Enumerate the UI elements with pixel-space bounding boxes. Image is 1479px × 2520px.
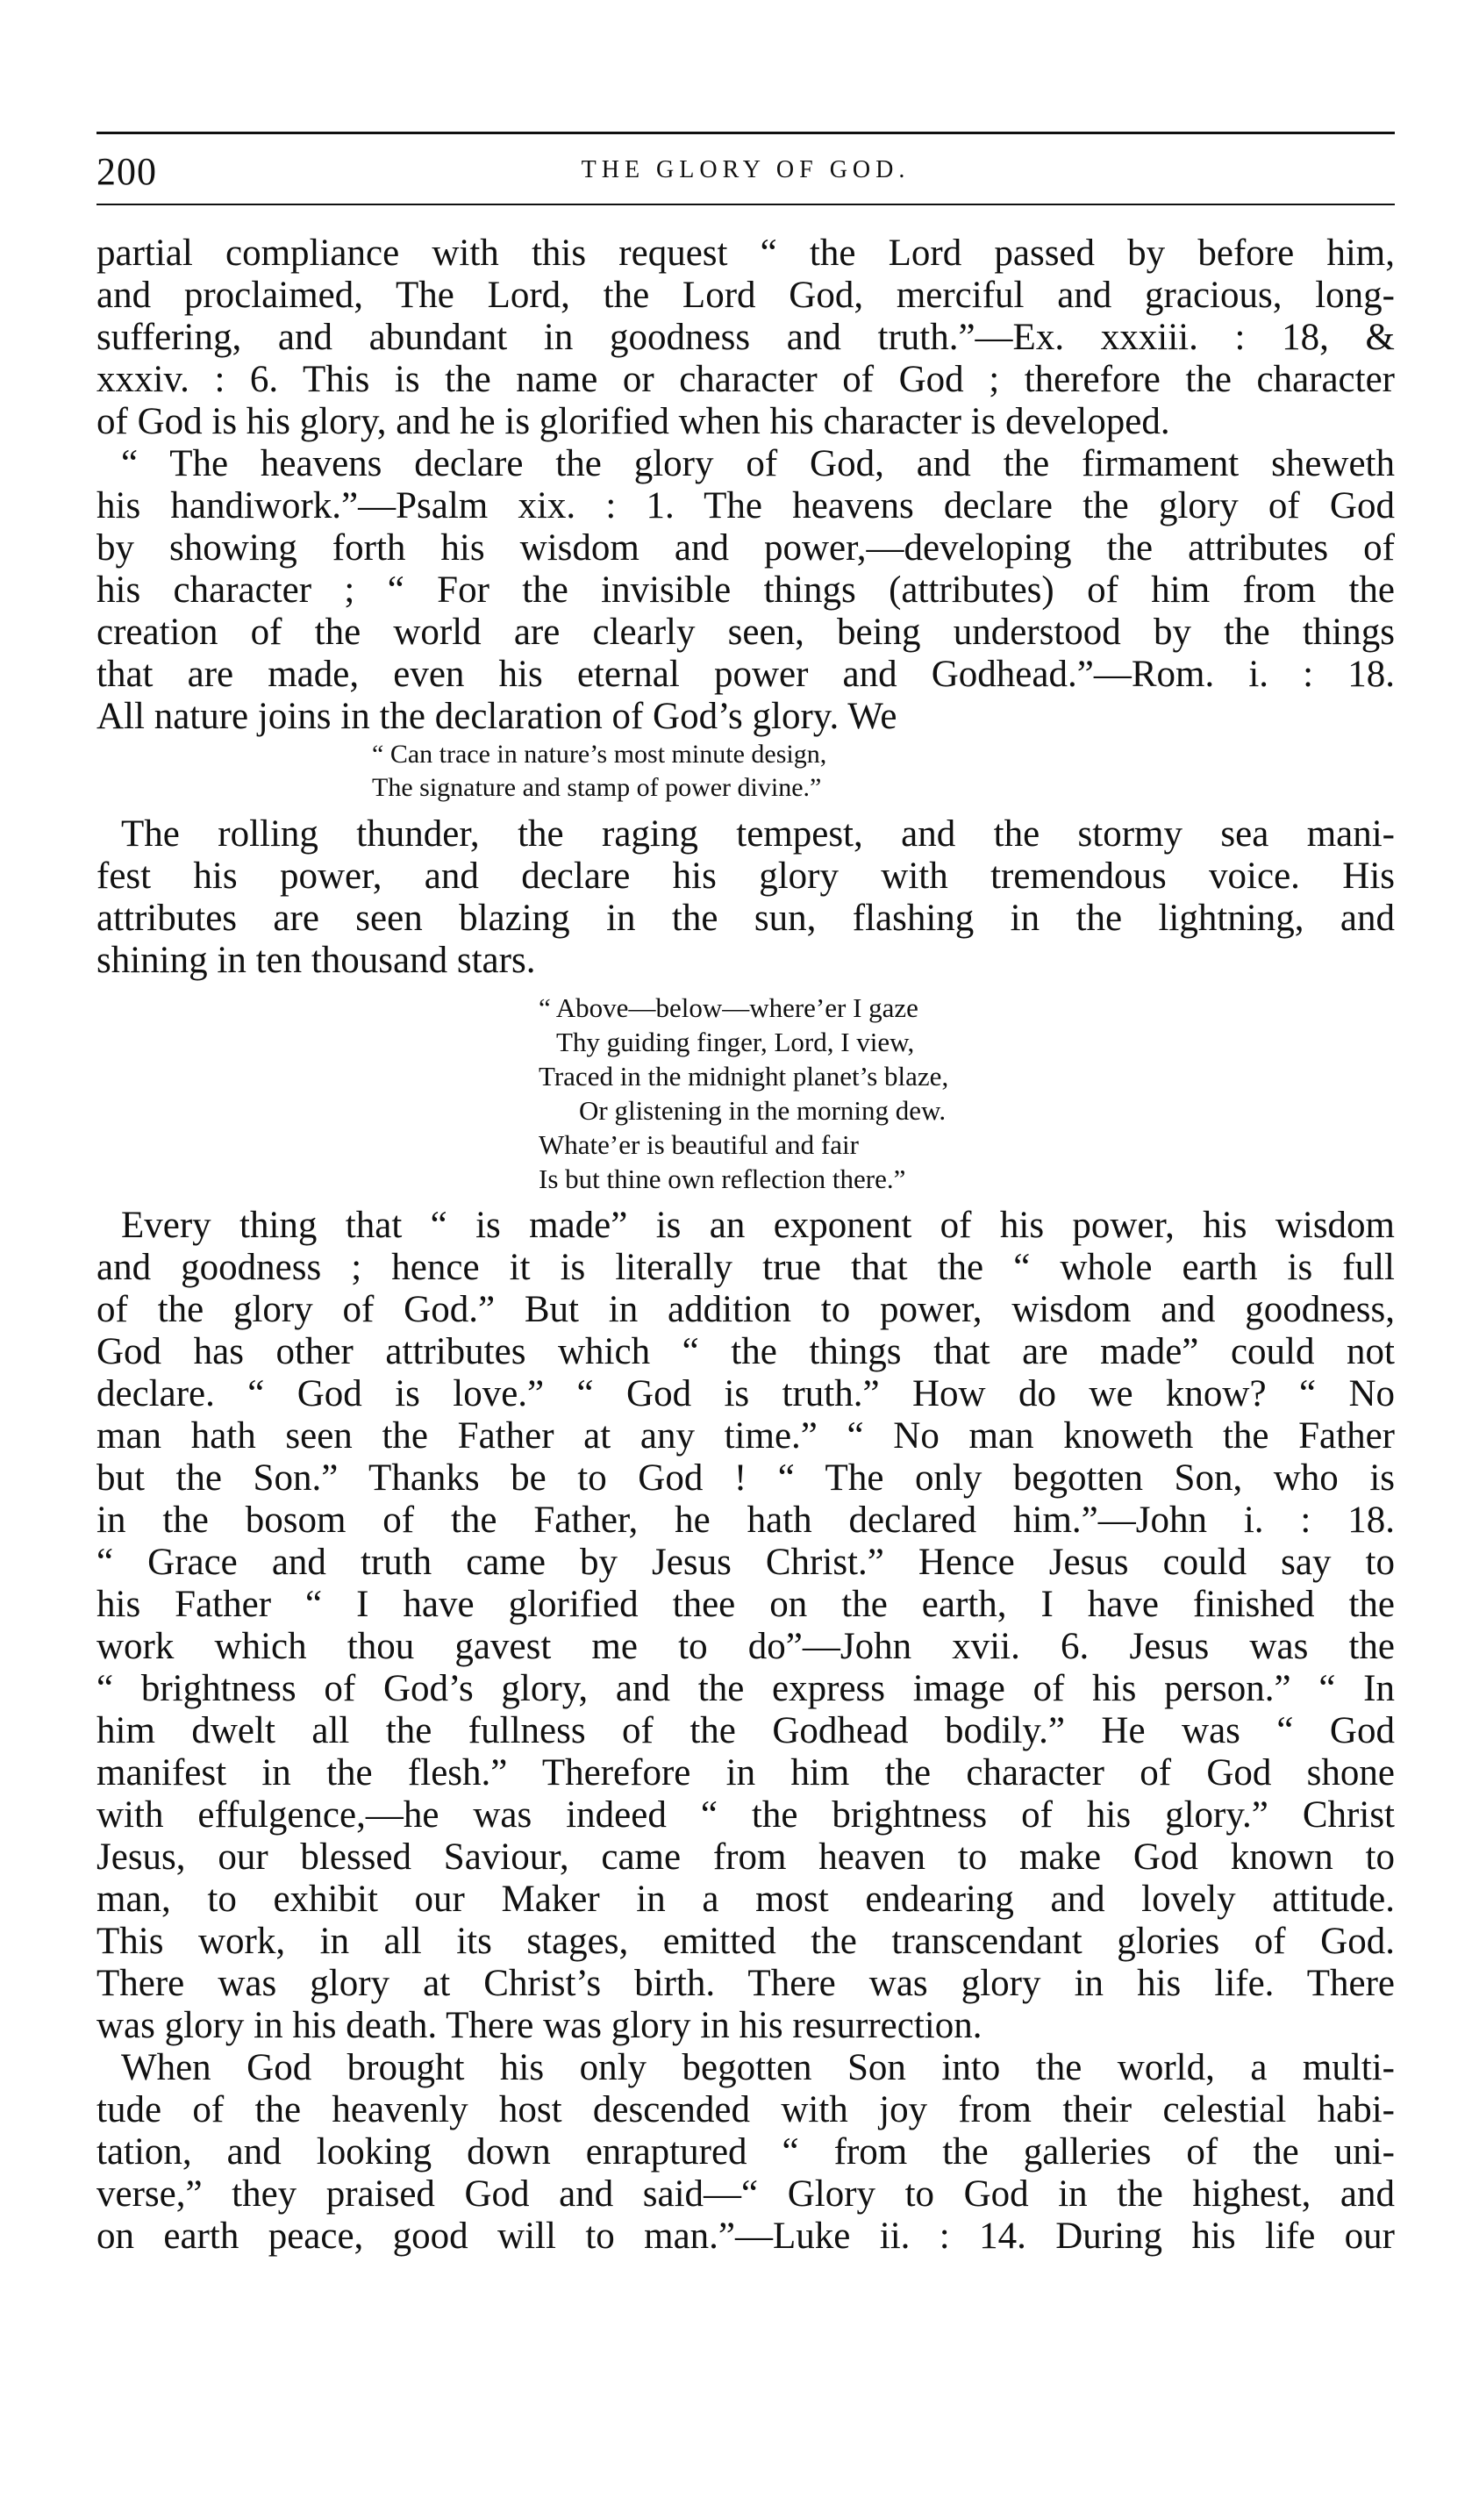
text-line: suffering, and abundant in goodness and truth.”—Ex. xxxiii. : 18, & [96,317,1395,358]
text-line: with effulgence,—he was indeed “ the brightness of his glory.” Christ [96,1794,1395,1836]
header-rule-top [96,132,1395,134]
running-head: THE GLORY OF GOD. [581,156,911,183]
text-line: declare. “ God is love.” “ God is truth.” How do we know? “ No [96,1373,1395,1414]
text-line: xxxiv. : 6. This is the name or character of God ; therefore the character [96,359,1395,400]
text-line: but the Son.” Thanks be to God ! “ The only begotten Son, who is [96,1457,1395,1499]
text-line: This work, in all its stages, emitted the transcendant glories of God. [96,1921,1395,1962]
text-line: and goodness ; hence it is literally true that the “ whole earth is full [96,1247,1395,1288]
text-line: partial compliance with this request “ the Lord passed by before him, [96,233,1395,274]
text-line: in the bosom of the Father, he hath declared him.”—John i. : 18. [96,1500,1395,1541]
header-rule-bottom [96,204,1395,205]
text-line: The rolling thunder, the raging tempest, and the stormy sea mani- [121,813,1395,855]
text-line: creation of the world are clearly seen, being understood by the things [96,612,1395,653]
text-line: All nature joins in the declaration of God’s glory. We [96,696,897,737]
poem-line: Thy guiding finger, Lord, I view, [556,1027,915,1057]
quote-line: The signature and stamp of power divine.” [372,773,822,802]
text-line: and proclaimed, The Lord, the Lord God, merciful and gracious, long- [96,275,1395,316]
text-line: God has other attributes which “ the things that are made” could not [96,1331,1395,1372]
text-line: was glory in his death. There was glory in his resurrection. [96,2005,982,2046]
text-line: Every thing that “ is made” is an exponent of his power, his wisdom [121,1205,1395,1246]
text-line: that are made, even his eternal power and Godhead.”—Rom. i. : 18. [96,654,1395,695]
text-line: his character ; “ For the invisible things (attributes) of him from the [96,569,1395,611]
text-line: by showing forth his wisdom and power,—developing the attributes of [96,527,1395,569]
text-line: shining in ten thousand stars. [96,940,536,981]
text-line: When God brought his only begotten Son into the world, a multi- [121,2047,1395,2088]
poem-line: Whate’er is beautiful and fair [539,1129,859,1160]
text-line: tude of the heavenly host descended with joy from their celestial habi- [96,2089,1395,2130]
text-line: “ The heavens declare the glory of God, and the firmament sheweth [121,443,1395,484]
text-line: work which thou gavest me to do”—John xvii. 6. Jesus was the [96,1626,1395,1667]
text-line: fest his power, and declare his glory with tremendous voice. His [96,856,1395,897]
text-line: “ Grace and truth came by Jesus Christ.” Hence Jesus could say to [96,1542,1395,1583]
page-header [96,149,1395,193]
text-line: manifest in the flesh.” Therefore in him the character of God shone [96,1752,1395,1793]
poem-line: Is but thine own reflection there.” [539,1163,906,1194]
text-line: man hath seen the Father at any time.” “ No man knoweth the Father [96,1415,1395,1457]
text-line: of God is his glory, and he is glorified when his character is developed. [96,401,1170,442]
text-line: verse,” they praised God and said—“ Glory to God in the highest, and [96,2173,1395,2215]
text-line: “ brightness of God’s glory, and the express image of his person.” “ In [96,1668,1395,1709]
text-line: There was glory at Christ’s birth. There was glory in his life. There [96,1963,1395,2004]
text-line: tation, and looking down enraptured “ from the galleries of the uni- [96,2131,1395,2173]
text-line: him dwelt all the fullness of the Godhead bodily.” He was “ God [96,1710,1395,1751]
text-line: his handiwork.”—Psalm xix. : 1. The heavens declare the glory of God [96,485,1395,526]
text-line: Jesus, our blessed Saviour, came from heaven to make God known to [96,1836,1395,1878]
quote-line: “ Can trace in nature’s most minute design, [372,740,827,769]
poem-line: Traced in the midnight planet’s blaze, [539,1061,949,1092]
body-text [96,233,1395,2258]
poem-line: “ Above—below—where’er I gaze [539,992,918,1023]
text-line: his Father “ I have glorified thee on the earth, I have finished the [96,1584,1395,1625]
text-line: attributes are seen blazing in the sun, flashing in the lightning, and [96,898,1395,939]
page-number: 200 [96,150,157,193]
text-line: on earth peace, good will to man.”—Luke ii. : 14. During his life our [96,2216,1395,2257]
text-line: man, to exhibit our Maker in a most endearing and lovely attitude. [96,1879,1395,1920]
text-line: of the glory of God.” But in addition to power, wisdom and goodness, [96,1289,1395,1330]
poem-line: Or glistening in the morning dew. [579,1095,947,1126]
